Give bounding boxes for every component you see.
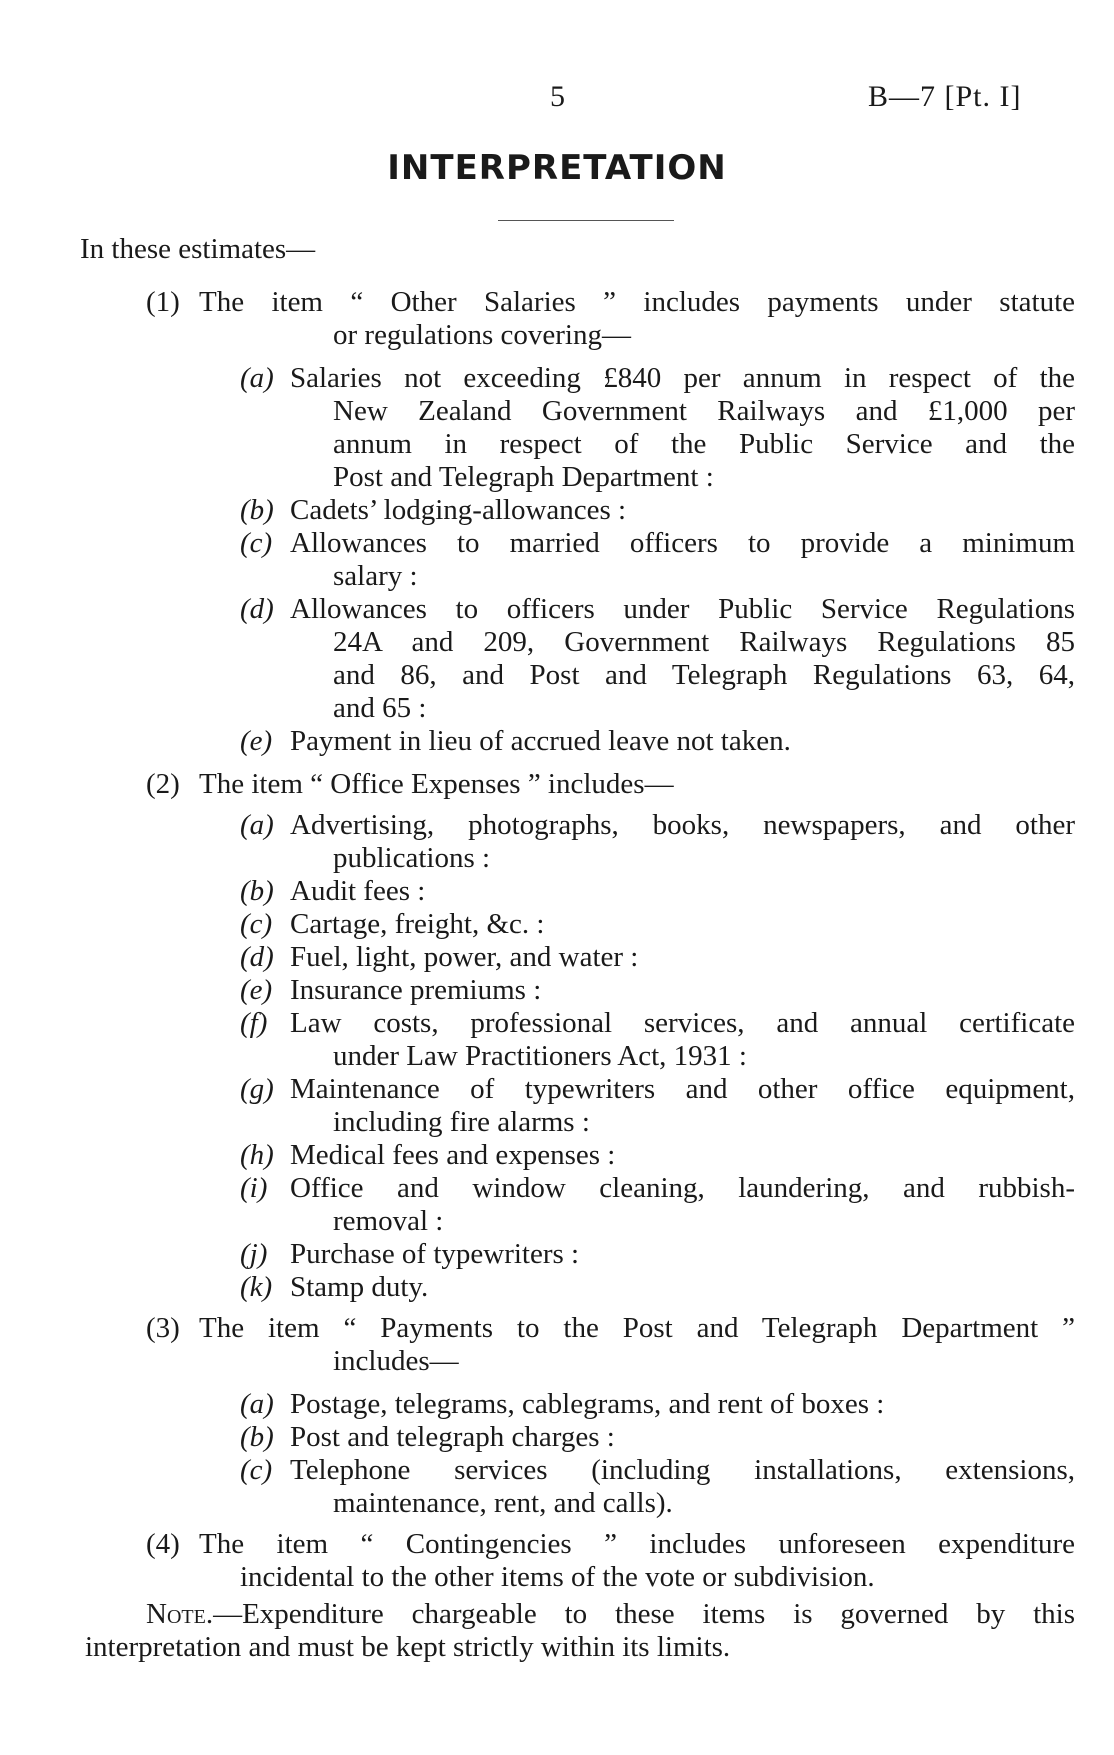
item-text-line: annum in respect of the Public Service and the [333,428,1075,460]
item-label: (i) [240,1172,268,1204]
item-label: (f) [240,1007,268,1039]
item-text-line: and 86, and Post and Telegraph Regulations 63, 64, [333,659,1075,691]
section-4-text-line: The item “ Contingencies ” includes unforeseen expenditure [199,1528,1075,1560]
item-text-line: under Law Practitioners Act, 1931 : [333,1040,747,1072]
item-text-line: Payment in lieu of accrued leave not taken. [290,725,791,757]
item-text-line: Post and telegraph charges : [290,1421,615,1453]
section-1-number: (1) [146,286,180,318]
item-text-line: Office and window cleaning, laundering, and rubbish- [290,1172,1075,1204]
item-label: (k) [240,1271,273,1303]
note-label: Note. [146,1598,214,1630]
item-text-line: Allowances to married officers to provide a minimum [290,527,1075,559]
item-label: (b) [240,494,274,526]
item-text-line: Maintenance of typewriters and other office equipment, [290,1073,1075,1105]
note-text-line: interpretation and must be kept strictly within its limits. [85,1631,731,1663]
item-label: (a) [240,809,274,841]
item-label: (d) [240,593,274,625]
section-3-text-line: The item “ Payments to the Post and Telegraph Department ” [199,1312,1075,1344]
item-text-line: Postage, telegrams, cablegrams, and rent of boxes : [290,1388,885,1420]
title-rule [498,220,674,221]
item-label: (c) [240,527,273,559]
item-label: (a) [240,362,274,394]
item-label: (h) [240,1139,274,1171]
section-1-text-line: or regulations covering— [333,319,631,351]
intro-text: In these estimates— [80,233,316,265]
section-2-text-line: The item “ Office Expenses ” includes— [199,768,674,800]
item-text-line: Medical fees and expenses : [290,1139,616,1171]
page-number: 5 [550,80,565,113]
section-1-text-line: The item “ Other Salaries ” includes payments under statute [199,286,1075,318]
section-2-number: (2) [146,768,180,800]
item-text-line: including fire alarms : [333,1106,590,1138]
item-label: (a) [240,1388,274,1420]
note-text-line: —Expenditure chargeable to these items is governed by this [213,1598,1075,1630]
item-text-line: Cartage, freight, &c. : [290,908,545,940]
item-label: (d) [240,941,274,973]
item-text-line: Fuel, light, power, and water : [290,941,639,973]
item-label: (b) [240,1421,274,1453]
section-3-number: (3) [146,1312,180,1344]
item-text-line: Purchase of typewriters : [290,1238,580,1270]
item-text-line: removal : [333,1205,444,1237]
document-code: B—7 [Pt. I] [868,80,1022,113]
item-label: (b) [240,875,274,907]
item-label: (e) [240,974,273,1006]
item-text-line: maintenance, rent, and calls). [333,1487,673,1519]
item-text-line: New Zealand Government Railways and £1,000 per [333,395,1075,427]
item-text-line: Insurance premiums : [290,974,542,1006]
item-label: (g) [240,1073,274,1105]
item-text-line: Cadets’ lodging-allowances : [290,494,627,526]
item-text-line: 24A and 209, Government Railways Regulations 85 [333,626,1075,658]
item-text-line: salary : [333,560,418,592]
section-4-number: (4) [146,1528,180,1560]
item-text-line: and 65 : [333,692,427,724]
item-label: (c) [240,908,273,940]
item-text-line: Stamp duty. [290,1271,429,1303]
section-3-text-line: includes— [333,1345,459,1377]
section-4-text-line: incidental to the other items of the vote or subdivision. [240,1561,875,1593]
item-label: (e) [240,725,273,757]
item-text-line: Post and Telegraph Department : [333,461,714,493]
item-text-line: Allowances to officers under Public Service Regulations [290,593,1075,625]
item-text-line: Advertising, photographs, books, newspapers, and other [290,809,1075,841]
item-text-line: Audit fees : [290,875,426,907]
page-title: INTERPRETATION [387,148,727,188]
item-text-line: Telephone services (including installations, extensions, [290,1454,1075,1486]
item-label: (c) [240,1454,273,1486]
item-text-line: Salaries not exceeding £840 per annum in respect of the [290,362,1075,394]
item-text-line: Law costs, professional services, and annual certificate [290,1007,1075,1039]
note-paragraph [146,1598,1075,1631]
item-text-line: publications : [333,842,491,874]
item-label: (j) [240,1238,268,1270]
